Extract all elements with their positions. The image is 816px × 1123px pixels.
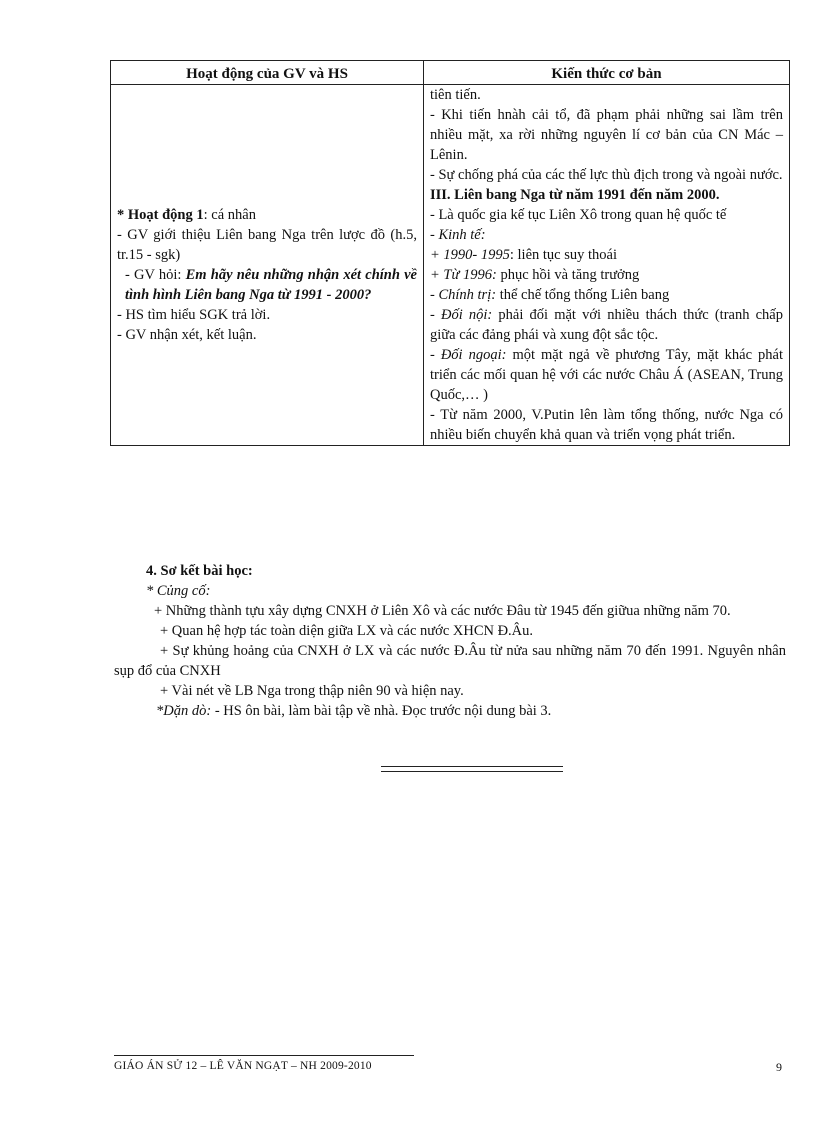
activity-line-4: - GV nhận xét, kết luận. (117, 327, 257, 343)
economy-item-2 (430, 265, 783, 285)
homework-text: - HS ôn bài, làm bài tập về nhà. Đọc trước nội dung bài 3. (211, 703, 552, 719)
footer-divider (114, 1055, 414, 1056)
table-header-row (111, 61, 790, 85)
economy-period-1: + 1990- 1995 (430, 247, 510, 263)
knowledge-line-2: - Khi tiến hnàh cải tổ, đã phạm phải những sai lầm trên nhiều mặt, xa rời những nguyên lí cơ bản của CN Mác – Lênin. (430, 107, 783, 163)
economy-desc-2: phục hồi và tăng trưởng (496, 267, 640, 283)
spacer (117, 85, 417, 205)
section-title: III. Liên bang Nga từ năm 1991 đến năm 2000. (430, 187, 720, 203)
economy-label: - Kinh tế: (430, 227, 486, 243)
politics-label: - Chính trị: (430, 287, 497, 303)
domestic-desc: phải đối mặt với nhiều thách thức (tranh chấp giữa các đảng phái và xung đột sắc tộc. (430, 307, 783, 343)
activity-line-1: - GV giới thiệu Liên bang Nga trên lược đồ (h.5, tr.15 - sgk) (117, 227, 417, 263)
question-text: Em hãy nêu những nhận xét chính về tình hình Liên bang Nga từ 1991 - 2000? (125, 267, 417, 303)
knowledge-line-5: - Từ năm 2000, V.Putin lên làm tổng thống, nước Nga có nhiều biến chuyển khả quan và triển vọng phát triển. (430, 407, 783, 443)
question-prefix: - GV hỏi: (125, 267, 186, 283)
economy-item-1 (430, 245, 783, 265)
summary-item-3: + Sự khủng hoảng của CNXH ở LX và các nước Đ.Âu từ nửa sau những năm 70 đến 1991. Nguyên nhân sụp đổ của CNXH (114, 643, 786, 679)
knowledge-line-3: - Sự chống phá của các thế lực thù địch trong và ngoài nước. (430, 167, 783, 183)
header-basic-knowledge: Kiến thức cơ bản (424, 61, 790, 85)
consolidate-label: * Củng cố: (146, 583, 211, 599)
activity-mode: : cá nhân (203, 207, 256, 223)
footer-text: GIÁO ÁN SỬ 12 – LÊ VĂN NGẠT – NH 2009-2010 (114, 1060, 372, 1072)
activity-label: * Hoạt động 1 (117, 207, 204, 223)
foreign-desc: một mặt ngả về phương Tây, mặt khác phát triển các mối quan hệ với các nước Châu Á (ASEAN, Trung Quốc,… ) (430, 347, 783, 403)
page-number: 9 (776, 1060, 782, 1074)
summary-item-1: + Những thành tựu xây dựng CNXH ở Liên Xô và các nước Đâu từ 1945 đến giữua những năm 70. (154, 603, 731, 619)
activity-heading (117, 205, 417, 225)
knowledge-line-1: tiên tiến. (430, 87, 481, 103)
section-end-divider (381, 766, 563, 772)
homework-label: *Dặn dò: (156, 703, 212, 719)
foreign-item (430, 345, 783, 405)
economy-desc-1: : liên tục suy thoái (509, 247, 617, 263)
domestic-label: - Đối nội: (430, 307, 493, 323)
header-teacher-student-activity: Hoạt động của GV và HS (111, 61, 424, 85)
summary-item-2: + Quan hệ hợp tác toàn diện giữa LX và các nước XHCN Đ.Âu. (160, 623, 534, 639)
politics-item (430, 285, 783, 305)
knowledge-cell (424, 85, 790, 446)
knowledge-line-4: - Là quốc gia kế tục Liên Xô trong quan hệ quốc tế (430, 207, 727, 223)
economy-period-2: + Từ 1996: (430, 267, 497, 283)
table-content-row (111, 85, 790, 446)
activity-line-3: - HS tìm hiểu SGK trả lời. (117, 307, 271, 323)
activity-cell (111, 85, 424, 446)
summary-item-4: + Vài nét về LB Nga trong thập niên 90 và hiện nay. (160, 683, 464, 699)
homework (114, 701, 786, 721)
lesson-summary (114, 561, 786, 721)
domestic-item (430, 305, 783, 345)
summary-heading: 4. Sơ kết bài học: (146, 563, 253, 579)
lesson-table (110, 60, 790, 446)
foreign-label: - Đối ngoại: (430, 347, 507, 363)
politics-desc: thể chế tổng thống Liên bang (496, 287, 670, 303)
activity-line-2 (117, 265, 417, 305)
